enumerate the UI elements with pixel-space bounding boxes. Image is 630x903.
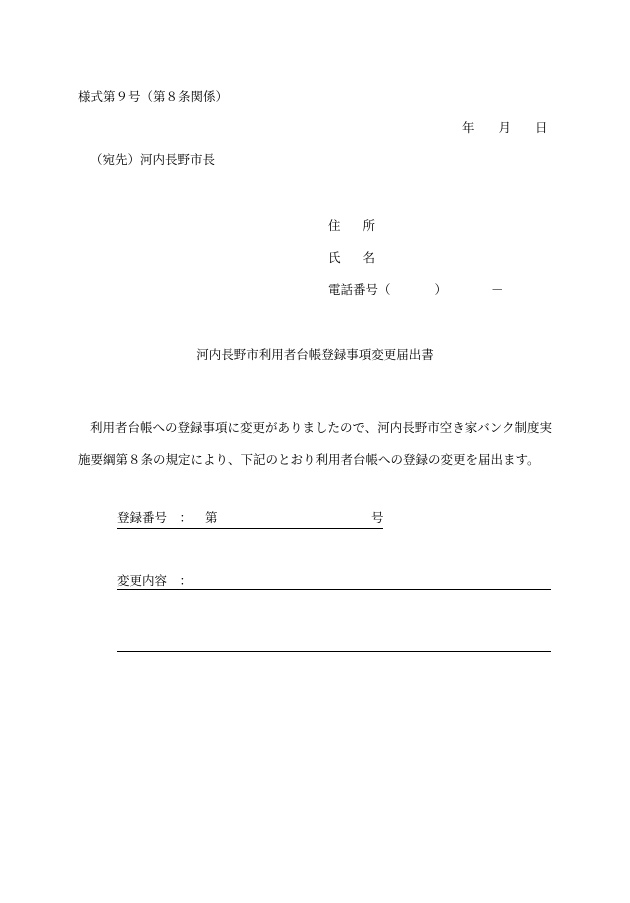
phone-dash: －: [491, 282, 504, 297]
registration-number-label: 登録番号 ：: [117, 510, 193, 525]
name-label: [328, 252, 375, 265]
address-label-char-1: 住: [328, 218, 341, 233]
body-text: [78, 412, 558, 476]
day-label: 日: [535, 120, 548, 135]
change-details-blank-line: [117, 651, 551, 652]
date-fields: [462, 122, 548, 135]
body-paragraph: 利用者台帳への登録事項に変更がありましたので、河内長野市空き家バンク制度実施要綱第８条の規定により、下記のとおり利用者台帳への登録の変更を届出ます。: [78, 420, 553, 467]
address-label-char-2: 所: [362, 218, 376, 233]
address-label: [328, 220, 375, 233]
change-details-row: [117, 575, 551, 590]
phone-label-text: 電話番号（: [328, 282, 391, 297]
registration-number-row: [117, 512, 383, 529]
phone-label: [328, 284, 504, 297]
name-label-char-1: 氏: [328, 250, 341, 265]
registration-suffix: 号: [371, 510, 384, 525]
change-details-label: 変更内容 ：: [117, 573, 193, 588]
form-number: 様式第９号（第８条関係）: [78, 89, 229, 104]
phone-close-paren: ）: [434, 282, 448, 297]
name-label-char-2: 名: [362, 250, 376, 265]
year-label: 年: [462, 120, 475, 135]
document-title: 河内長野市利用者台帳登録事項変更届出書: [196, 347, 434, 362]
addressee: （宛先）河内長野市長: [90, 152, 216, 167]
registration-prefix: 第: [205, 510, 218, 525]
month-label: 月: [498, 120, 512, 135]
